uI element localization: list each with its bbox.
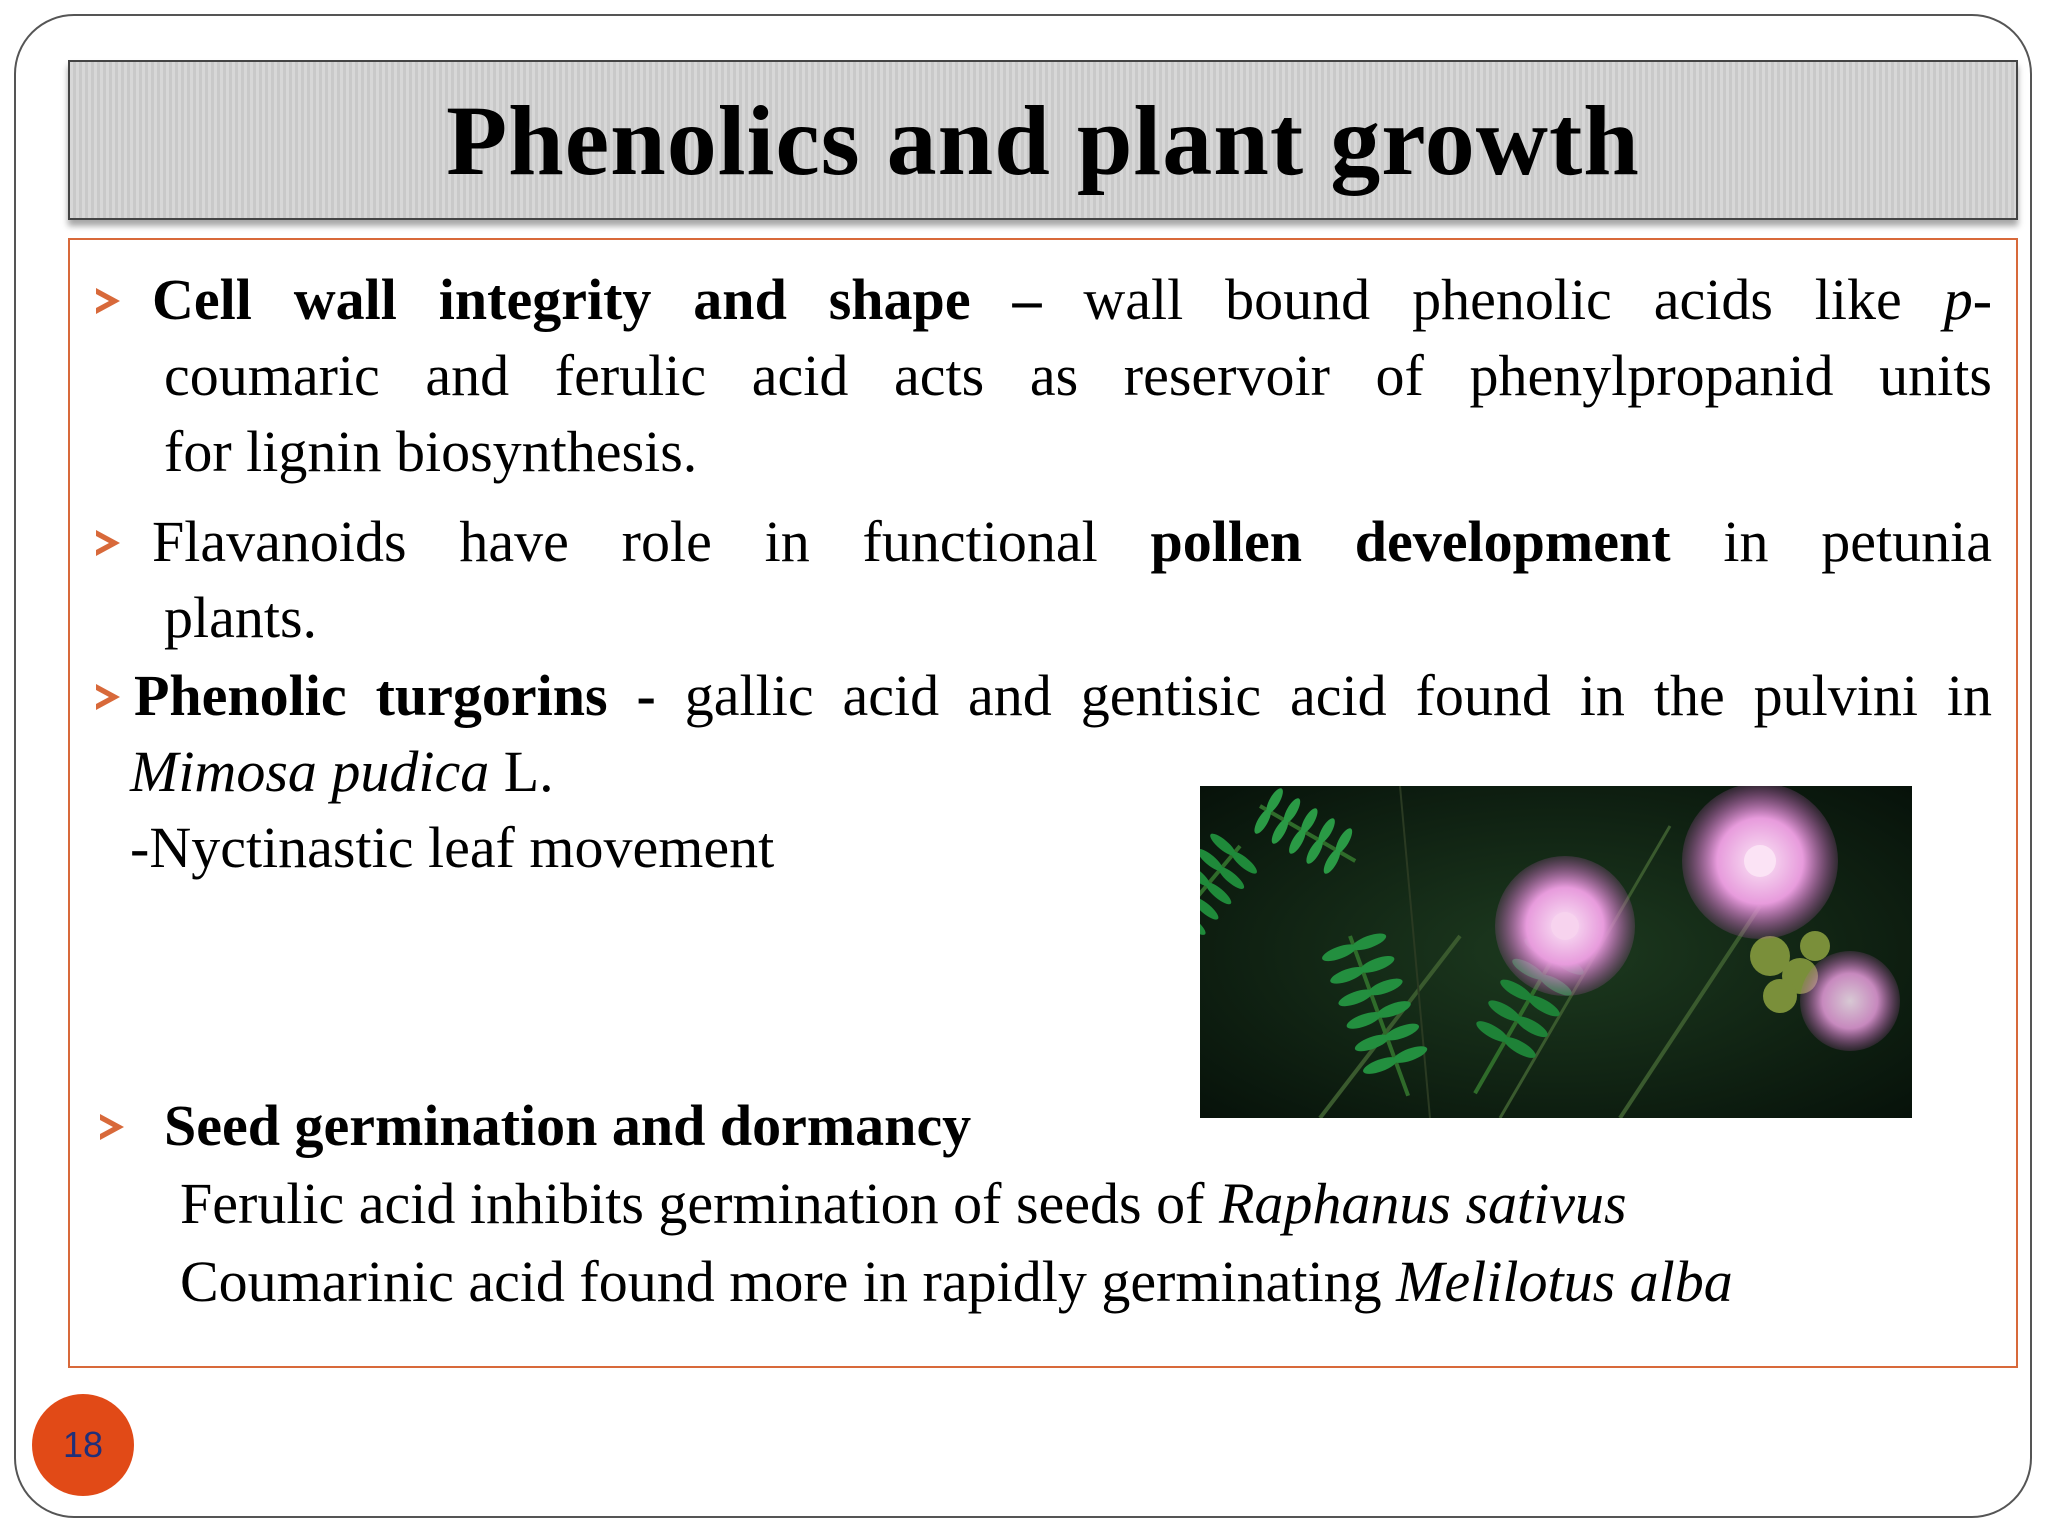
bullet-arrow-icon xyxy=(96,684,120,710)
bullet-3-line-2: Mimosa pudica L. xyxy=(130,739,554,804)
bullet-3-line-1: Phenolic turgorins - gallic acid and gentisic acid found in the pulvini in xyxy=(134,663,1993,728)
bullet-1-line-3: for lignin biosynthesis. xyxy=(164,419,698,484)
bullet-arrow-icon xyxy=(100,1114,124,1140)
title-bar xyxy=(68,60,2018,220)
bullet-2-line-2: plants. xyxy=(164,585,318,650)
bullet-arrow-icon xyxy=(96,288,120,314)
bullet-4-line-1: Ferulic acid inhibits germination of seeds of Raphanus sativus xyxy=(180,1171,1627,1236)
bullet-2-highlight: pollen development xyxy=(1150,509,1671,574)
slide-title: Phenolics and plant growth xyxy=(446,84,1640,196)
bullet-4-line-2: Coumarinic acid found more in rapidly germinating Melilotus alba xyxy=(180,1249,1733,1314)
bullet-arrow-icon xyxy=(96,530,120,556)
bullet-1-line-1: Cell wall integrity and shape – wall bound phenolic acids like p- xyxy=(152,267,1993,332)
bullet-1-heading: Cell wall integrity and shape – xyxy=(152,267,1042,332)
bullet-1-line-2: coumaric and ferulic acid acts as reservoir of phenylpropanid units xyxy=(164,343,1992,408)
page-number-badge xyxy=(32,1394,134,1496)
bullet-3-heading: Phenolic turgorins - xyxy=(134,663,656,728)
plant-illustration-icon xyxy=(1200,786,1912,1118)
mimosa-pudica-photo xyxy=(1200,786,1912,1118)
bullet-4-heading: Seed germination and dormancy xyxy=(164,1093,972,1158)
bullet-2-line-1: Flavanoids have role in functional pollen development in petunia xyxy=(152,509,1992,574)
bullet-3-line-3: -Nyctinastic leaf movement xyxy=(130,815,775,880)
page-number: 18 xyxy=(62,1424,104,1465)
